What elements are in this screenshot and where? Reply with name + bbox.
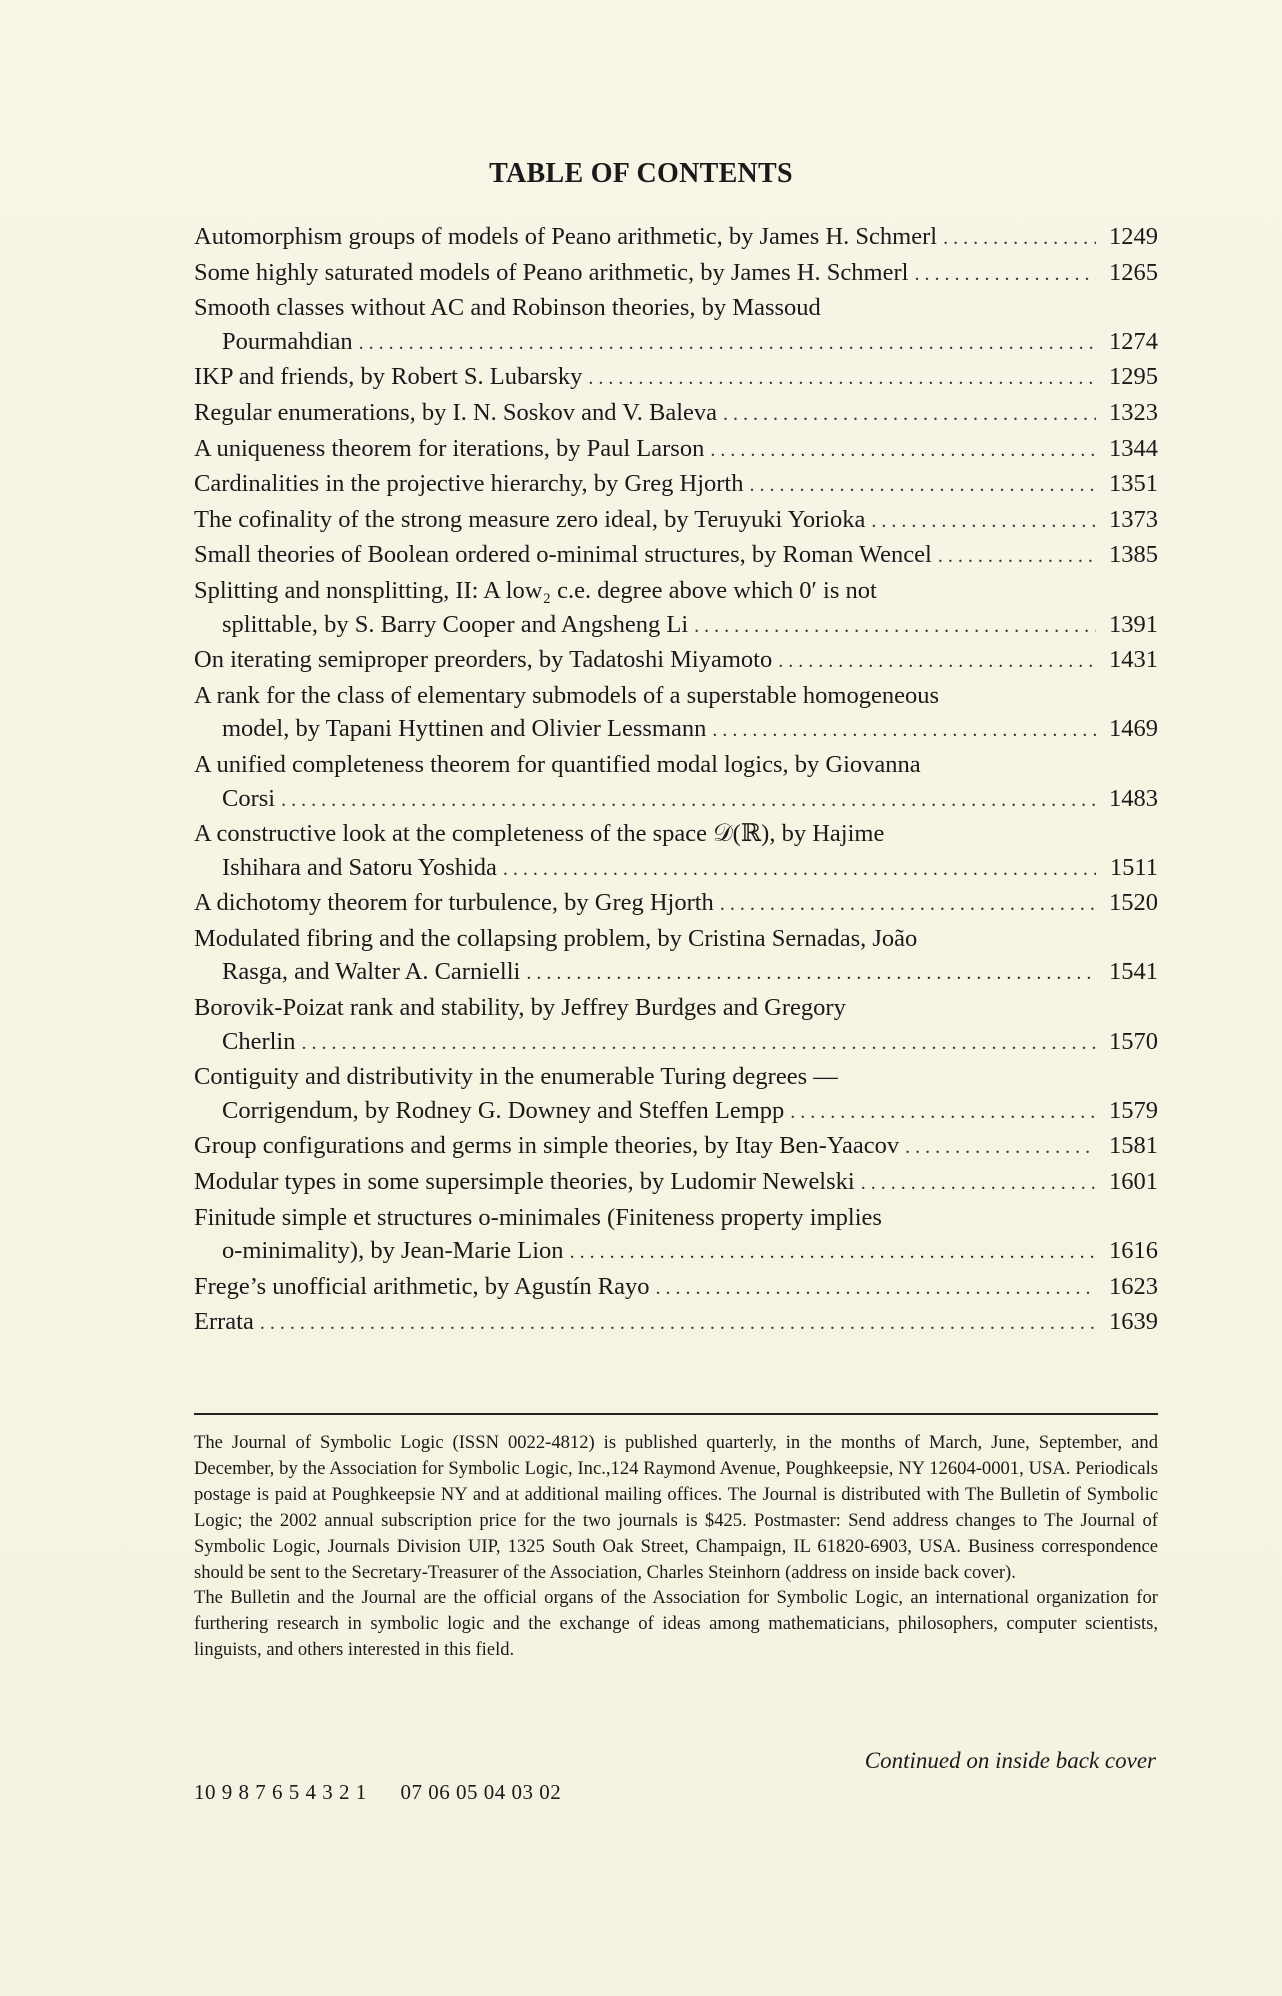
toc-entry-text: Corsi — [222, 784, 276, 812]
toc-page-number: 1623 — [1109, 1272, 1158, 1300]
toc-entry-text: Ishihara and Satoru Yoshida — [222, 853, 497, 881]
toc-entry — [194, 360, 1158, 396]
dot-leader — [943, 222, 1096, 256]
toc-page-number: 1469 — [1109, 715, 1158, 743]
colophon-paragraph-organs: The Bulletin and the Journal are the official organs of the Association for Symbolic Logic, an international organization for furthering research in symbolic logic and the exchange of ideas among mathematicians, philosophers, computer scientists, linguists, and others interested in this field. — [194, 1587, 1158, 1661]
toc-entry-text: A unified completeness theorem for quantified modal logics, by Giovanna — [194, 750, 921, 778]
toc-entry — [194, 991, 1158, 1060]
toc-page-number: 1265 — [1109, 258, 1158, 286]
toc-entry-line — [194, 220, 1158, 256]
toc-entry — [194, 817, 1158, 886]
toc-page-number: 1295 — [1109, 363, 1158, 391]
toc-entry-line — [194, 538, 1158, 574]
toc-page-number: 1520 — [1109, 889, 1158, 917]
toc-entry — [194, 574, 1158, 643]
toc-entry-line — [194, 256, 1158, 292]
toc-entry-line — [194, 291, 1158, 325]
continued-note: Continued on inside back cover — [864, 1748, 1156, 1773]
toc-entry — [194, 503, 1158, 539]
toc-entry-text: Modular types in some supersimple theories, by Ludomir Newelski — [194, 1168, 855, 1196]
divider-rule — [194, 1413, 1158, 1415]
toc-entry-line — [194, 679, 1158, 713]
toc-entry — [194, 1305, 1158, 1341]
toc-entry — [194, 291, 1158, 360]
toc-page-number: 1373 — [1109, 505, 1158, 533]
toc-entry — [194, 643, 1158, 679]
dot-leader — [938, 540, 1096, 574]
toc-entry — [194, 679, 1158, 748]
toc-entry — [194, 886, 1158, 922]
toc-entry-line — [194, 503, 1158, 539]
dot-leader — [302, 1027, 1097, 1061]
toc-page-number: 1579 — [1109, 1096, 1158, 1124]
toc-entry-text: Corrigendum, by Rodney G. Downey and Steffen Lempp — [222, 1096, 785, 1124]
toc-entry-text: A constructive look at the completeness of the space 𝒟(ℝ), by Hajime — [194, 820, 885, 848]
dot-leader — [526, 957, 1096, 991]
toc-entry-text: Group configurations and germs in simple theories, by Itay Ben-Yaacov — [194, 1132, 900, 1160]
toc-entry-text: On iterating semiproper preorders, by Tadatoshi Miyamoto — [194, 646, 773, 674]
dot-leader — [861, 1167, 1096, 1201]
toc-page-number: 1541 — [1109, 958, 1158, 986]
toc-entry-line — [194, 1305, 1158, 1341]
colophon — [194, 1430, 1158, 1663]
toc-entry-text: Modulated fibring and the collapsing problem, by Cristina Sernadas, João — [194, 924, 918, 952]
toc-entry-line — [194, 712, 1158, 748]
toc-page-number: 1601 — [1109, 1168, 1158, 1196]
toc-entry — [194, 467, 1158, 503]
toc-page-number: 1616 — [1109, 1237, 1158, 1265]
toc-page-number: 1639 — [1109, 1308, 1158, 1336]
dot-leader — [871, 505, 1096, 539]
toc-page-number: 1511 — [1109, 853, 1158, 881]
toc-entry-line — [194, 748, 1158, 782]
toc-entry-line — [194, 886, 1158, 922]
toc-entry-text: Borovik-Poizat rank and stability, by Jeffrey Burdges and Gregory — [194, 994, 846, 1022]
toc-entry — [194, 432, 1158, 468]
dot-leader — [570, 1236, 1096, 1270]
toc-entry-text: splittable, by S. Barry Cooper and Angsheng Li — [222, 610, 689, 638]
dot-leader — [720, 888, 1096, 922]
dot-leader — [723, 398, 1096, 432]
toc-entry — [194, 748, 1158, 817]
toc-entry-line — [194, 1270, 1158, 1306]
toc-entry-line — [194, 574, 1158, 608]
dot-leader — [260, 1307, 1096, 1341]
toc-entry-text: Frege’s unofficial arithmetic, by Agustín Rayo — [194, 1272, 650, 1300]
toc-page-number: 1274 — [1109, 327, 1158, 355]
toc-entry-text: Small theories of Boolean ordered o-minimal structures, by Roman Wencel — [194, 541, 932, 569]
toc-entry-line — [194, 1201, 1158, 1235]
toc-entry-text: Pourmahdian — [222, 327, 353, 355]
dot-leader — [694, 610, 1096, 644]
dot-leader — [905, 1131, 1096, 1165]
toc-entry-text: A rank for the class of elementary submodels of a superstable homogeneous — [194, 681, 940, 709]
toc-entry — [194, 538, 1158, 574]
dot-leader — [503, 853, 1096, 887]
toc-page-number: 1391 — [1109, 610, 1158, 638]
toc-entry-line — [194, 360, 1158, 396]
dot-leader — [588, 362, 1096, 396]
toc-entry-text: IKP and friends, by Robert S. Lubarsky — [194, 363, 583, 391]
toc-entry-line — [194, 1165, 1158, 1201]
toc-entry-line — [194, 643, 1158, 679]
toc-entry-line — [194, 817, 1158, 851]
toc-entry — [194, 1270, 1158, 1306]
toc-entry-line — [194, 1060, 1158, 1094]
toc-entry-line — [194, 1025, 1158, 1061]
dot-leader — [712, 714, 1096, 748]
toc-entry — [194, 1129, 1158, 1165]
toc-page-number: 1351 — [1109, 470, 1158, 498]
toc-entry-text: o-minimality), by Jean-Marie Lion — [222, 1237, 564, 1265]
toc-entry-text: Regular enumerations, by I. N. Soskov and V. Baleva — [194, 398, 718, 426]
toc-entry-line — [194, 991, 1158, 1025]
toc-entry-line — [194, 955, 1158, 991]
toc-entry-text: Splitting and nonsplitting, II: A low₂ c.e. degree above which 0′ is not — [194, 576, 877, 604]
toc-page-number: 1344 — [1109, 434, 1158, 462]
toc-page-number: 1581 — [1109, 1132, 1158, 1160]
toc-entry-text: Rasga, and Walter A. Carnielli — [222, 958, 521, 986]
toc-entry — [194, 396, 1158, 432]
toc-entry-line — [194, 1234, 1158, 1270]
print-codes — [194, 1780, 589, 1805]
toc-entry-line — [194, 608, 1158, 644]
toc-entry-line — [194, 396, 1158, 432]
toc-page-number: 1570 — [1109, 1027, 1158, 1055]
toc-entry-text: Finitude simple et structures o-minimales (Finiteness property implies — [194, 1203, 882, 1231]
toc-entry-text: Contiguity and distributivity in the enumerable Turing degrees — — [194, 1063, 838, 1091]
toc-entry-line — [194, 922, 1158, 956]
toc-entry — [194, 1060, 1158, 1129]
toc-entry — [194, 922, 1158, 991]
toc-page-number: 1323 — [1109, 398, 1158, 426]
toc-entry-text: Cardinalities in the projective hierarchy, by Greg Hjorth — [194, 470, 744, 498]
dot-leader — [790, 1096, 1096, 1130]
toc-entry-text: Some highly saturated models of Peano arithmetic, by James H. Schmerl — [194, 258, 909, 286]
printing-numbers: 10 9 8 7 6 5 4 3 2 1 — [194, 1780, 367, 1804]
year-codes: 07 06 05 04 03 02 — [400, 1780, 562, 1804]
dot-leader — [359, 327, 1096, 361]
toc-entry-text: The cofinality of the strong measure zero ideal, by Teruyuki Yorioka — [194, 505, 866, 533]
dot-leader — [655, 1272, 1096, 1306]
toc-entry-text: Smooth classes without AC and Robinson theories, by Massoud — [194, 294, 821, 322]
toc-page-number: 1249 — [1109, 223, 1158, 250]
toc-entry-text: A uniqueness theorem for iterations, by Paul Larson — [194, 434, 705, 462]
toc-page-number: 1385 — [1109, 541, 1158, 569]
toc-entry — [194, 256, 1158, 292]
toc-entry-line — [194, 1129, 1158, 1165]
dot-leader — [778, 645, 1096, 679]
toc-entry-text: Cherlin — [222, 1027, 296, 1055]
toc-entry-line — [194, 851, 1158, 887]
toc-entry-line — [194, 325, 1158, 361]
toc-entry — [194, 1201, 1158, 1270]
toc-entry-line — [194, 432, 1158, 468]
toc-list — [194, 220, 1158, 1341]
dot-leader — [710, 434, 1096, 468]
toc-entry-line — [194, 467, 1158, 503]
toc-entry-text: Errata — [194, 1308, 254, 1336]
colophon-paragraph-publication: The Journal of Symbolic Logic (ISSN 0022-4812) is published quarterly, in the months of March, June, September, and December, by the Association for Symbolic Logic, Inc.,124 Raymond Avenue, Poughkeepsie, NY 12604-0001, USA. Periodicals postage is paid at Poughkeepsie NY and at additional mailing offices. The Journal is distributed with The Bulletin of Symbolic Logic; the 2002 annual subscription price for the two journals is $425. Postmaster: Send address changes to The Journal of Symbolic Logic, Journals Division UIP, 1325 South Oak Street, Champaign, IL 61820-6903, USA. Business correspondence should be sent to the Secretary-Treasurer of the Association, Charles Steinhorn (address on inside back cover). — [194, 1432, 1158, 1583]
dot-leader — [281, 784, 1096, 818]
dot-leader — [914, 258, 1096, 292]
toc-title: TABLE OF CONTENTS — [489, 158, 793, 189]
toc-entry — [194, 220, 1158, 256]
toc-entry-text: A dichotomy theorem for turbulence, by Greg Hjorth — [194, 889, 714, 917]
toc-entry-line — [194, 1094, 1158, 1130]
toc-entry-text: model, by Tapani Hyttinen and Olivier Lessmann — [222, 715, 707, 743]
toc-entry — [194, 1165, 1158, 1201]
toc-page-number: 1431 — [1109, 646, 1158, 674]
dot-leader — [749, 469, 1096, 503]
toc-entry-text: Automorphism groups of models of Peano arithmetic, by James H. Schmerl — [194, 223, 938, 250]
toc-page-number: 1483 — [1109, 784, 1158, 812]
toc-entry-line — [194, 782, 1158, 818]
